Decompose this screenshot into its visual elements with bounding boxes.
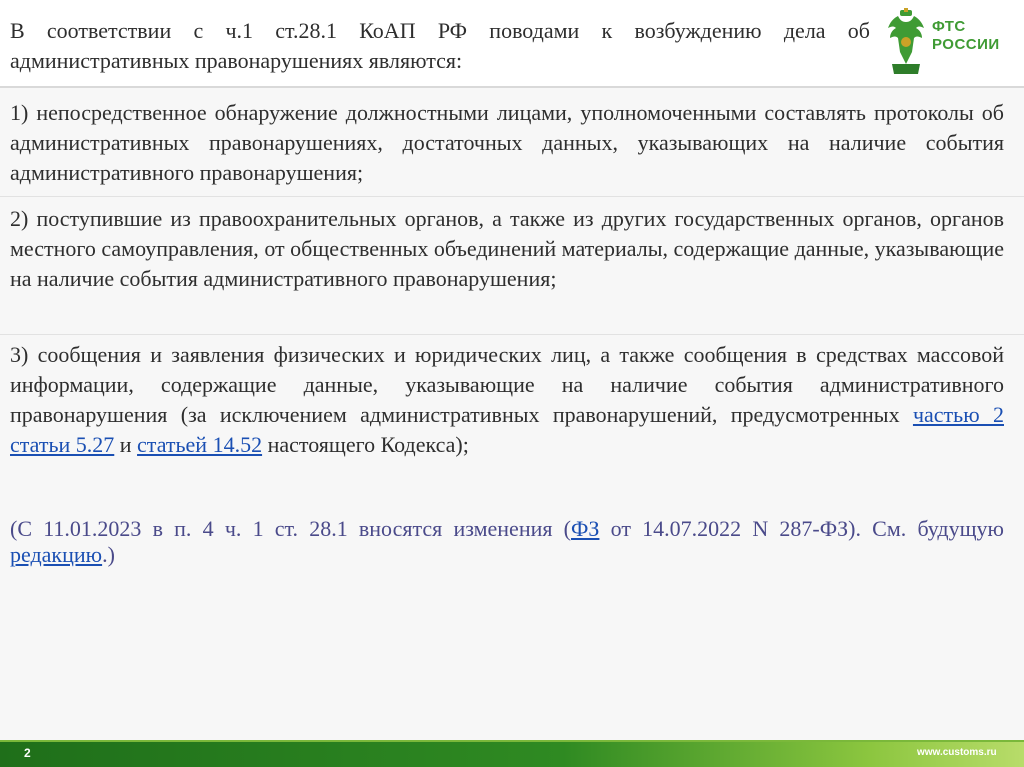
logo-text — [932, 18, 1000, 54]
intro-text: В соответствии с ч.1 ст.28.1 КоАП РФ поводами к возбуждению дела об административных правонарушениях являются: — [10, 18, 870, 73]
footer — [0, 742, 1024, 767]
note-text-middle: от 14.07.2022 N 287-ФЗ). См. будущую — [599, 516, 1004, 541]
divider — [0, 196, 1024, 197]
site-url: www.customs.ru — [917, 747, 997, 758]
header-divider — [0, 86, 1024, 88]
divider — [0, 334, 1024, 335]
note-text-after: .) — [102, 542, 115, 567]
item-1: 1) непосредственное обнаружение должностными лицами, уполномоченными составлять протоколы об административных правонарушениях, достаточных данных, указывающих на наличие события административного правонарушения; — [10, 100, 1004, 185]
amendment-note — [10, 516, 1004, 568]
item-3-text-middle: и — [114, 432, 138, 457]
logo-line-2: РОССИИ — [932, 36, 1000, 53]
link-fz[interactable]: ФЗ — [571, 516, 600, 541]
item-2: 2) поступившие из правоохранительных органов, а также из других государственных органов, органов местного самоуправления, от общественных объединений материалы, содержащие данные, указывающие на наличие события административного правонарушения; — [10, 206, 1004, 291]
page-number: 2 — [24, 746, 31, 760]
logo-line-1: ФТС — [932, 18, 966, 35]
link-article-5-27[interactable]: частью 2 статьи 5.27 — [10, 402, 1004, 457]
item-3 — [10, 340, 1004, 460]
item-3-text-before: 3) сообщения и заявления физических и юридических лиц, а также сообщения в средствах массовой информации, содержащие данные, указывающие на наличие события административного правонарушения (за исключением административных правонарушений, предусмотренных — [10, 342, 1004, 427]
item-3-text-after: настоящего Кодекса); — [262, 432, 469, 457]
link-redaction[interactable]: редакцию — [10, 542, 103, 567]
note-text-before: (С 11.01.2023 в п. 4 ч. 1 ст. 28.1 вносятся изменения ( — [10, 516, 572, 541]
link-article-14-52[interactable]: статьей 14.52 — [137, 432, 263, 457]
